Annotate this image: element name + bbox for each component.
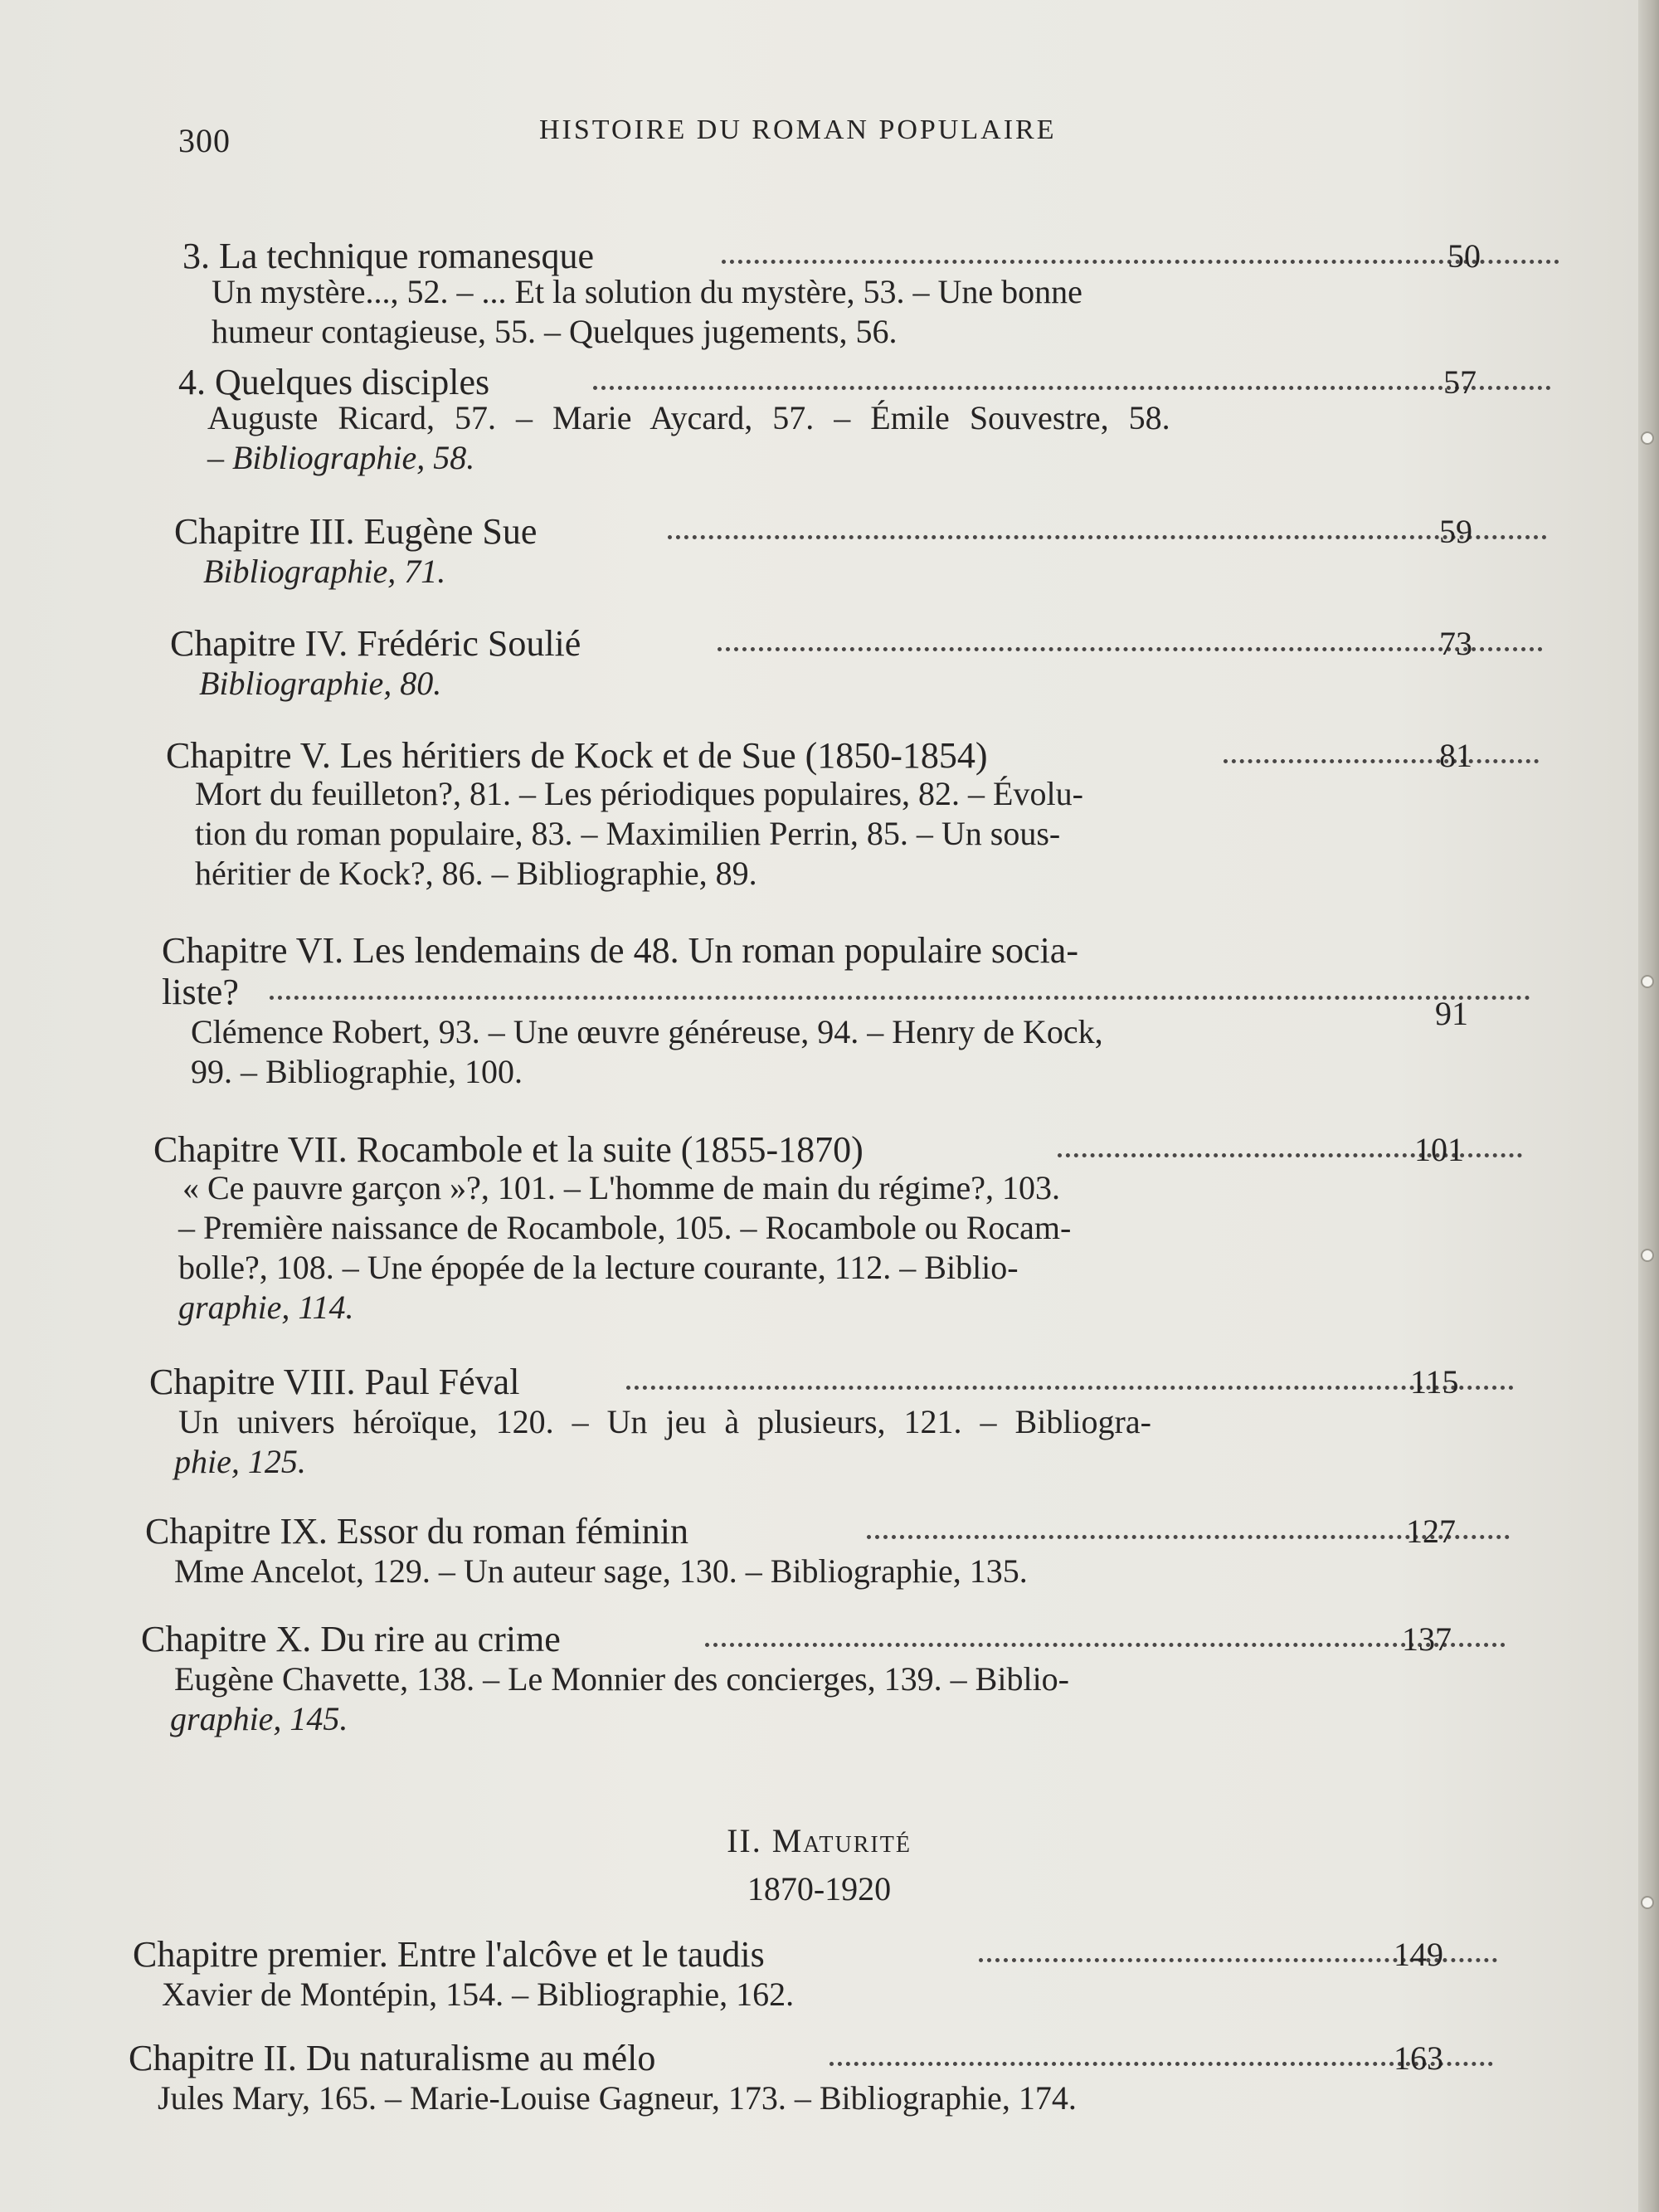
toc-entry-title: 3. La technique romanesque <box>182 236 595 276</box>
toc-sub-line: Un mystère..., 52. – ... Et la solution du mystère, 53. – Une bonne <box>212 273 1082 310</box>
toc-entry-title: Chapitre V. Les héritiers de Kock et de Sue (1850-1854) <box>166 735 988 776</box>
toc-sub-line <box>174 1442 306 1482</box>
toc-page-number: 163 <box>1394 2039 1443 2077</box>
toc-sub-line: Auguste Ricard, 57. – Marie Aycard, 57. – Émile Souvestre, 58. <box>207 399 1170 436</box>
dot-leader <box>270 996 1530 1000</box>
toc-sub-line: Jules Mary, 165. – Marie-Louise Gagneur, 173. – Bibliographie, 174. <box>158 2079 1077 2117</box>
toc-page-number: 101 <box>1414 1131 1464 1168</box>
toc-entry-title: Chapitre VII. Rocambole et la suite (1855-1870) <box>153 1129 864 1170</box>
page-header <box>178 114 1447 164</box>
toc-sub-line: 99. – Bibliographie, 100. <box>191 1053 523 1090</box>
toc-page-number: 91 <box>1435 995 1468 1032</box>
section-dates: 1870-1920 <box>747 1870 892 1907</box>
bibliography-label: graphie, 145. <box>170 1700 348 1737</box>
section-label: II. Maturité <box>727 1822 912 1859</box>
toc-sub-line: tion du roman populaire, 83. – Maximilien Perrin, 85. – Un sous- <box>195 815 1061 852</box>
toc-entry-title: Chapitre IX. Essor du roman féminin <box>145 1511 688 1552</box>
toc-sub-line: Clémence Robert, 93. – Une œuvre généreuse, 94. – Henry de Kock, <box>191 1013 1103 1050</box>
toc-entry-title-continued: liste? <box>162 972 239 1012</box>
section-heading <box>0 1821 1638 1860</box>
toc-sub-line <box>207 438 474 478</box>
toc-page-number: 59 <box>1439 513 1472 550</box>
running-title: HISTOIRE DU ROMAN POPULAIRE <box>539 114 1057 145</box>
dot-leader <box>718 647 1543 651</box>
dot-leader <box>626 1386 1514 1390</box>
bibliography-label: phie, 125. <box>174 1443 306 1480</box>
toc-sub-line <box>170 1699 348 1739</box>
toc-page-number: 81 <box>1439 737 1472 774</box>
toc-sub-line: Mort du feuilleton?, 81. – Les périodiques populaires, 82. – Évolu- <box>195 775 1083 812</box>
binding-stitch <box>1641 431 1654 445</box>
toc-sub-line: – Première naissance de Rocambole, 105. – Rocambole ou Rocam- <box>178 1209 1072 1246</box>
toc-sub-line <box>199 664 441 704</box>
toc-sub-line: Un univers héroïque, 120. – Un jeu à plusieurs, 121. – Bibliogra- <box>178 1403 1151 1440</box>
toc-page-number: 73 <box>1439 625 1472 662</box>
dot-leader <box>593 386 1551 390</box>
bibliography-label: graphie, 114. <box>178 1289 354 1326</box>
toc-sub-line: Mme Ancelot, 129. – Un auteur sage, 130. – Bibliographie, 135. <box>174 1552 1028 1590</box>
toc-page-number: 50 <box>1447 237 1481 275</box>
toc-entry-title: Chapitre II. Du naturalisme au mélo <box>129 2038 656 2078</box>
toc-entry-title: Chapitre premier. Entre l'alcôve et le taudis <box>133 1934 765 1975</box>
toc-sub-line: humeur contagieuse, 55. – Quelques jugements, 56. <box>212 313 898 350</box>
dot-leader <box>722 260 1559 264</box>
dot-leader <box>705 1643 1506 1647</box>
toc-page-number: 57 <box>1443 363 1477 401</box>
toc-page-number: 149 <box>1394 1936 1443 1973</box>
bibliography-label: – Bibliographie, 58. <box>207 439 475 476</box>
page-number: 300 <box>178 122 231 159</box>
toc-page-number: 137 <box>1402 1620 1452 1658</box>
toc-entry-title: 4. Quelques disciples <box>178 362 490 402</box>
toc-sub-line: « Ce pauvre garçon »?, 101. – L'homme de main du régime?, 103. <box>182 1169 1061 1206</box>
bibliography-label: Bibliographie, 80. <box>199 665 442 702</box>
book-gutter <box>1638 0 1659 2212</box>
binding-stitch <box>1641 975 1654 988</box>
dot-leader <box>668 535 1547 539</box>
toc-entry-title: Chapitre X. Du rire au crime <box>141 1619 561 1659</box>
toc-sub-line <box>178 1288 353 1328</box>
toc-page-number: 115 <box>1410 1363 1459 1401</box>
toc-sub-line <box>203 552 445 592</box>
toc-sub-line: Eugène Chavette, 138. – Le Monnier des concierges, 139. – Biblio- <box>174 1660 1070 1698</box>
toc-entry-title: Chapitre III. Eugène Sue <box>174 511 538 552</box>
toc-page-number: 127 <box>1406 1513 1456 1550</box>
toc-sub-line: Xavier de Montépin, 154. – Bibliographie, 162. <box>162 1976 795 2013</box>
toc-sub-line: bolle?, 108. – Une épopée de la lecture courante, 112. – Biblio- <box>178 1249 1019 1286</box>
dot-leader <box>1224 759 1539 763</box>
bibliography-label: Bibliographie, 71. <box>203 553 446 590</box>
binding-stitch <box>1641 1896 1654 1909</box>
toc-sub-line: héritier de Kock?, 86. – Bibliographie, 89. <box>195 855 757 892</box>
toc-entry-title: Chapitre VI. Les lendemains de 48. Un roman populaire socia- <box>162 930 1078 971</box>
toc-entry-title: Chapitre VIII. Paul Féval <box>149 1362 520 1402</box>
binding-stitch <box>1641 1249 1654 1262</box>
toc-entry-title: Chapitre IV. Frédéric Soulié <box>170 623 581 664</box>
